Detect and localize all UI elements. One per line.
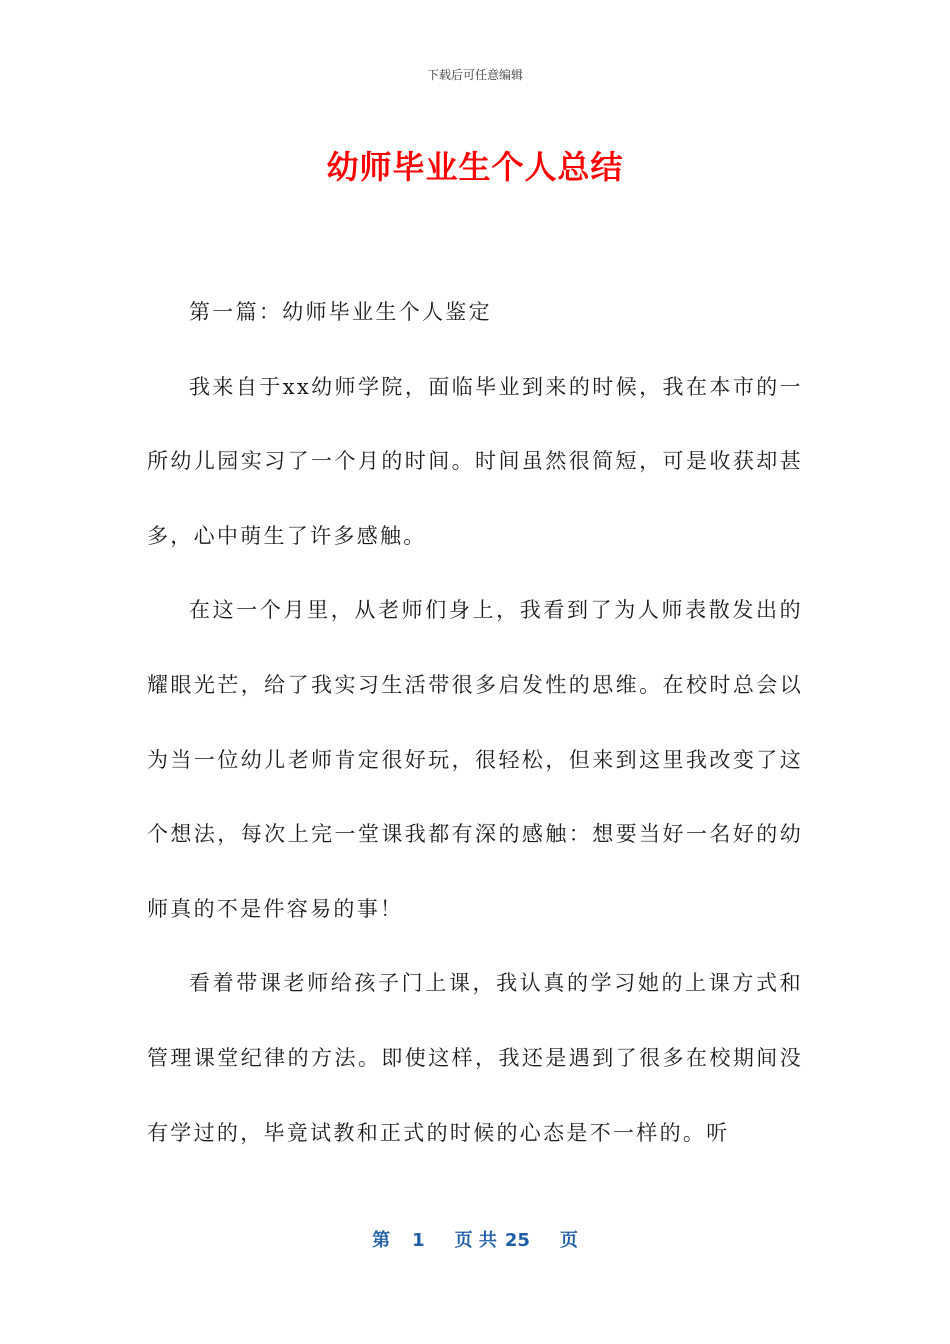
- document-body: [147, 275, 803, 1170]
- footer-suffix: 页: [559, 1230, 578, 1251]
- footer-current-page: 1: [412, 1230, 425, 1251]
- footer-total-pages: 25: [504, 1230, 530, 1251]
- paragraph: 我来自于xx幼师学院，面临毕业到来的时候，我在本市的一所幼儿园实习了一个月的时间。时间虽然很简短，可是收获却甚多，心中萌生了许多感触。: [147, 374, 803, 548]
- paragraph: 在这一个月里，从老师们身上，我看到了为人师表散发出的耀眼光芒，给了我实习生活带很多启发性的思维。在校时总会以为当一位幼儿老师肯定很好玩，很轻松，但来到这里我改变了这个想法，每次上完一堂课我都有深的感触：想要当好一名好的幼师真的不是件容易的事！: [147, 598, 803, 921]
- footer-prefix: 第: [372, 1230, 391, 1251]
- page-footer: [0, 1226, 950, 1252]
- footer-middle: 页 共: [454, 1230, 497, 1251]
- paragraph: 看着带课老师给孩子门上课，我认真的学习她的上课方式和管理课堂纪律的方法。即使这样，我还是遇到了很多在校期间没有学过的，毕竟试教和正式的时候的心态是不一样的。听: [147, 971, 803, 1145]
- section-heading: 第一篇：幼师毕业生个人鉴定: [189, 300, 492, 324]
- document-title: 幼师毕业生个人总结: [326, 148, 624, 186]
- header-note: 下载后可任意编辑: [426, 68, 523, 82]
